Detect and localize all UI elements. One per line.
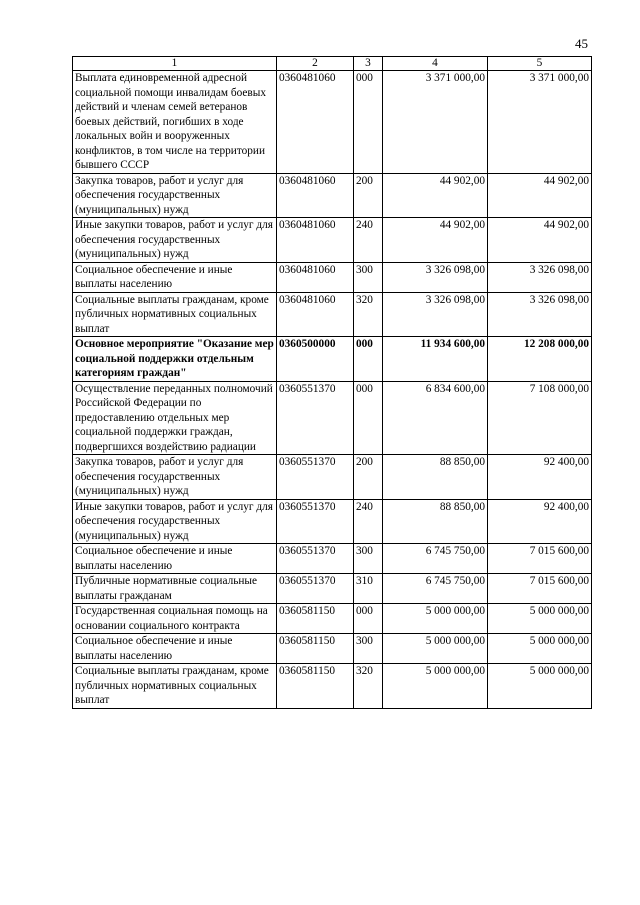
table-row [73,337,592,382]
row-amount-year1-cell: 44 902,00 [383,218,488,263]
table-header-row [73,57,592,71]
row-target-code-cell: 0360551370 [277,574,354,604]
row-expense-type-cell: 000 [354,71,383,174]
row-expense-type-cell: 310 [354,574,383,604]
row-name-cell: Социальные выплаты гражданам, кроме публичных нормативных социальных выплат [73,292,277,337]
row-amount-year2-cell: 12 208 000,00 [488,337,592,382]
page-number: 45 [575,36,588,51]
row-amount-year2-cell: 7 015 600,00 [488,574,592,604]
row-amount-year2-cell: 7 015 600,00 [488,544,592,574]
row-expense-type-cell: 240 [354,499,383,544]
row-amount-year2-cell: 5 000 000,00 [488,634,592,664]
table-row [73,455,592,500]
row-name-cell: Иные закупки товаров, работ и услуг для обеспечения государственных (муниципальных) нужд [73,499,277,544]
column-header-2: 2 [277,57,354,71]
row-target-code-cell: 0360551370 [277,544,354,574]
table-row [73,499,592,544]
row-name-cell: Публичные нормативные социальные выплаты гражданам [73,574,277,604]
table-row [73,218,592,263]
row-amount-year2-cell: 92 400,00 [488,455,592,500]
row-name-cell: Выплата единовременной адресной социальной помощи инвалидам боевых действий и членам семей ветеранов боевых действий, погибших в ходе локальных войн и вооруженных конфликтов, в том числе на территории бывшего СССР [73,71,277,174]
row-target-code-cell: 0360481060 [277,71,354,174]
column-header-5: 5 [488,57,592,71]
table-row [73,604,592,634]
row-amount-year1-cell: 44 902,00 [383,173,488,218]
row-amount-year2-cell: 92 400,00 [488,499,592,544]
row-target-code-cell: 0360581150 [277,634,354,664]
row-amount-year2-cell: 3 326 098,00 [488,292,592,337]
row-target-code-cell: 0360481060 [277,173,354,218]
row-amount-year2-cell: 5 000 000,00 [488,664,592,709]
table-row [73,292,592,337]
row-name-cell: Основное мероприятие "Оказание мер социальной поддержки отдельным категориям граждан" [73,337,277,382]
row-target-code-cell: 0360581150 [277,664,354,709]
row-name-cell: Государственная социальная помощь на основании социального контракта [73,604,277,634]
row-name-cell: Социальное обеспечение и иные выплаты населению [73,544,277,574]
row-amount-year1-cell: 6 745 750,00 [383,574,488,604]
row-expense-type-cell: 320 [354,292,383,337]
row-name-cell: Закупка товаров, работ и услуг для обеспечения государственных (муниципальных) нужд [73,173,277,218]
row-amount-year2-cell: 44 902,00 [488,173,592,218]
row-expense-type-cell: 300 [354,544,383,574]
table-row [73,574,592,604]
table-row [73,664,592,709]
row-expense-type-cell: 300 [354,634,383,664]
row-amount-year2-cell: 3 326 098,00 [488,262,592,292]
row-target-code-cell: 0360551370 [277,499,354,544]
row-name-cell: Социальное обеспечение и иные выплаты населению [73,262,277,292]
row-target-code-cell: 0360481060 [277,218,354,263]
row-expense-type-cell: 000 [354,604,383,634]
row-target-code-cell: 0360551370 [277,381,354,455]
row-amount-year1-cell: 3 326 098,00 [383,262,488,292]
row-target-code-cell: 0360481060 [277,262,354,292]
table-row [73,262,592,292]
row-name-cell: Иные закупки товаров, работ и услуг для обеспечения государственных (муниципальных) нужд [73,218,277,263]
table-row [73,381,592,455]
row-amount-year1-cell: 5 000 000,00 [383,664,488,709]
row-target-code-cell: 0360500000 [277,337,354,382]
row-name-cell: Осуществление переданных полномочий Российской Федерации по предоставлению отдельных мер социальной поддержки граждан, подвергшихся воздействию радиации [73,381,277,455]
row-amount-year2-cell: 5 000 000,00 [488,604,592,634]
row-amount-year1-cell: 88 850,00 [383,499,488,544]
row-name-cell: Социальные выплаты гражданам, кроме публичных нормативных социальных выплат [73,664,277,709]
table-row [73,634,592,664]
table-body [73,71,592,709]
row-expense-type-cell: 320 [354,664,383,709]
row-amount-year1-cell: 88 850,00 [383,455,488,500]
row-expense-type-cell: 000 [354,381,383,455]
row-expense-type-cell: 200 [354,455,383,500]
row-amount-year1-cell: 6 745 750,00 [383,544,488,574]
row-name-cell: Социальное обеспечение и иные выплаты населению [73,634,277,664]
row-expense-type-cell: 240 [354,218,383,263]
table-row [73,173,592,218]
row-amount-year2-cell: 44 902,00 [488,218,592,263]
row-amount-year1-cell: 6 834 600,00 [383,381,488,455]
row-amount-year2-cell: 7 108 000,00 [488,381,592,455]
row-amount-year1-cell: 5 000 000,00 [383,634,488,664]
column-header-1: 1 [73,57,277,71]
row-name-cell: Закупка товаров, работ и услуг для обеспечения государственных (муниципальных) нужд [73,455,277,500]
budget-table [72,56,592,709]
column-header-4: 4 [383,57,488,71]
row-expense-type-cell: 300 [354,262,383,292]
row-amount-year2-cell: 3 371 000,00 [488,71,592,174]
column-header-3: 3 [354,57,383,71]
row-expense-type-cell: 000 [354,337,383,382]
row-amount-year1-cell: 11 934 600,00 [383,337,488,382]
row-amount-year1-cell: 3 371 000,00 [383,71,488,174]
table-row [73,71,592,174]
row-target-code-cell: 0360581150 [277,604,354,634]
row-amount-year1-cell: 5 000 000,00 [383,604,488,634]
row-target-code-cell: 0360481060 [277,292,354,337]
row-amount-year1-cell: 3 326 098,00 [383,292,488,337]
row-expense-type-cell: 200 [354,173,383,218]
table-row [73,544,592,574]
row-target-code-cell: 0360551370 [277,455,354,500]
